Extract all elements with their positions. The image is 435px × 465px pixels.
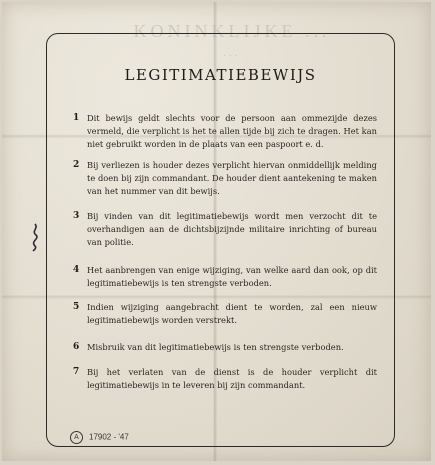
printer-code <box>70 431 129 444</box>
article-text: Het aanbrengen van enige wijziging, van welke aard dan ook, op dit legitimatiebewijs is ten strengste verboden. <box>87 265 377 288</box>
article-7 <box>73 366 377 392</box>
pen-scribble-mark <box>28 222 42 252</box>
article-6 <box>73 341 377 354</box>
article-number: 6 <box>73 342 80 352</box>
article-3 <box>73 210 377 249</box>
article-2 <box>73 159 377 198</box>
article-number: 5 <box>73 302 80 312</box>
ghost-subheading: ... <box>223 47 241 59</box>
article-text: Bij verliezen is houder dezes verplicht hiervan onmiddellijk melding te doen bij zijn commandant. De houder dient aantekening te maken van het nummer van dit bewijs. <box>87 160 377 196</box>
article-text: Indien wijziging aangebracht dient te worden, zal een nieuw legitimatiebewijs worden verstrekt. <box>87 302 377 325</box>
article-text: Bij het verlaten van de dienst is de houder verplicht dit legitimatiebewijs in te leveren bij zijn commandant. <box>87 367 377 390</box>
article-text: Misbruik van dit legitimatiebewijs is ten strengste verboden. <box>87 342 344 352</box>
article-number: 1 <box>73 113 80 123</box>
article-number: 4 <box>73 265 80 275</box>
article-number: 3 <box>73 211 80 221</box>
printer-mark: A <box>70 431 83 444</box>
article-1 <box>73 112 377 151</box>
article-text: Bij vinden van dit legitimatiebewijs wordt men verzocht dit te overhandigen aan de dichtsbijzijnde militaire inrichting of bureau van politie. <box>87 211 377 247</box>
article-5 <box>73 301 377 327</box>
ghost-heading: KONINKLIJKE ... <box>133 21 331 41</box>
print-number: 17902 - '47 <box>89 432 129 442</box>
article-number: 2 <box>73 160 80 170</box>
document-title: LEGITIMATIEBEWIJS <box>124 66 317 84</box>
article-text: Dit bewijs geldt slechts voor de persoon aan ommezijde dezes vermeld, die verplicht is het te allen tijde bij zich te dragen. Het kan niet gebruikt worden in de plaats van een paspoort e. d. <box>87 113 377 149</box>
article-4 <box>73 264 377 290</box>
article-number: 7 <box>73 367 80 377</box>
